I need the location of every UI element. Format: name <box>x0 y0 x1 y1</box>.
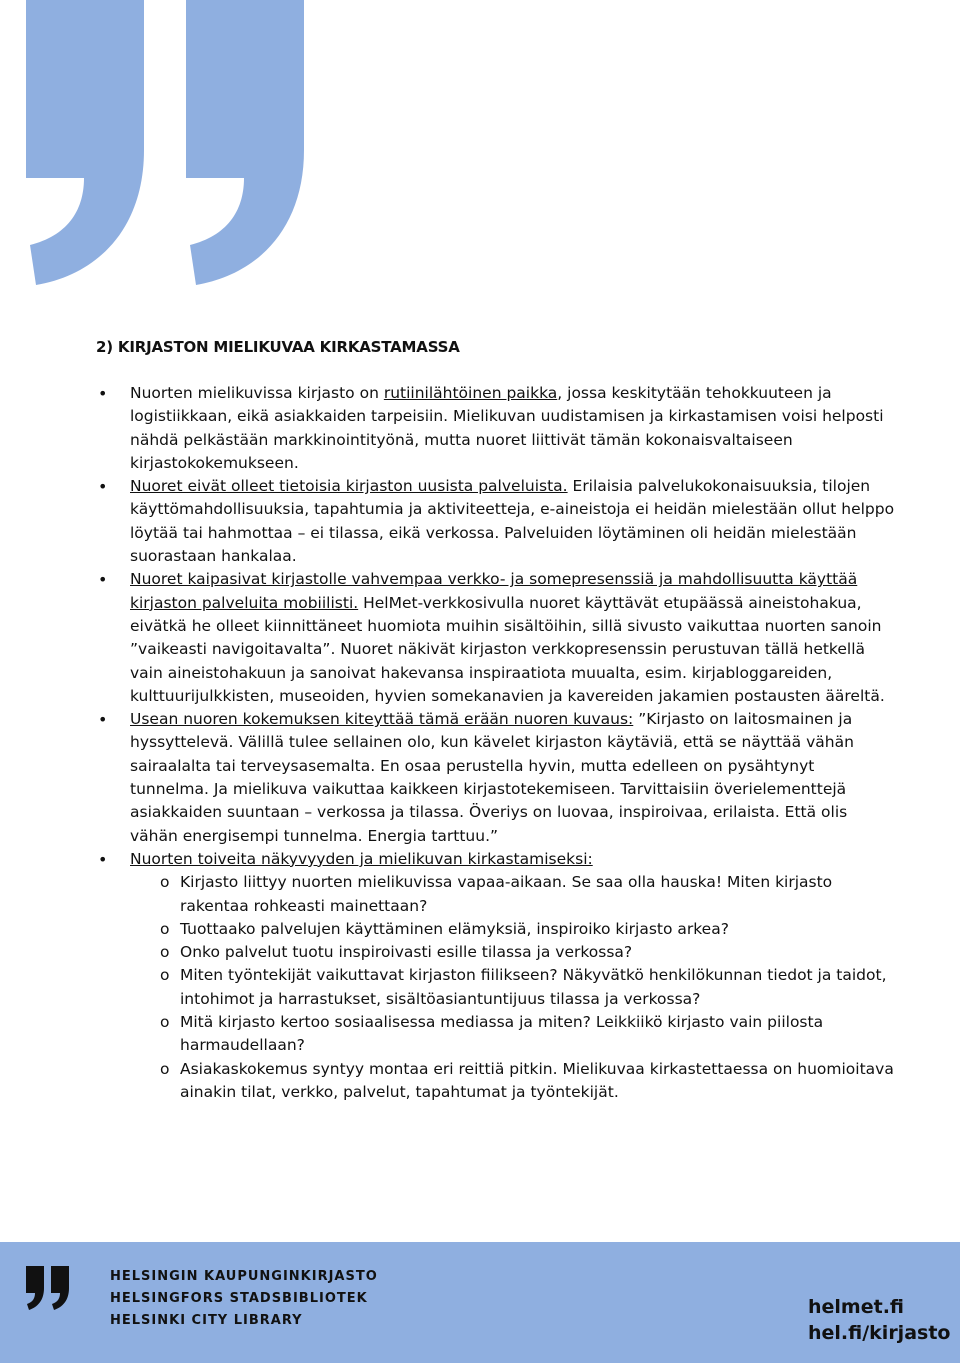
bullet-underlined-text: Usean nuoren kokemuksen kiteyttää tämä erään nuoren kuvaus: <box>130 710 634 729</box>
sub-list-item: o Asiakaskokemus syntyy montaa eri reittiä pitkin. Mielikuvaa kirkastettaessa on huomioitava ainakin tilat, verkko, palvelut, tapahtumat ja työntekijät. <box>160 1058 896 1105</box>
hel-kirjasto-link[interactable]: hel.fi/kirjasto <box>808 1322 951 1344</box>
closing-quote-logo-icon <box>26 1266 72 1310</box>
sub-list-item: o Onko palvelut tuotu inspiroivasti esille tilassa ja verkossa? <box>160 941 896 964</box>
sub-list-item: o Miten työntekijät vaikuttavat kirjaston fiilikseen? Näkyvätkö henkilökunnan tiedot ja taidot, intohimot ja harrastukset, sisältöasiantuntijuus tilassa ja verkossa? <box>160 964 896 1011</box>
library-name-sv: HELSINGFORS STADSBIBLIOTEK <box>110 1291 368 1306</box>
bullet-underlined-text: Nuoret kaipasivat kirjastolle vahvempaa verkko- ja somepresenssiä ja mahdollisuutta käyttää kirjaston palveluita mobiilisti. <box>130 570 858 612</box>
sub-list <box>130 871 896 1104</box>
footer-bar <box>0 1242 960 1363</box>
bullet-text: HelMet-verkkosivulla nuoret käyttävät etupäässä aineistohakua, eivätkä he olleet kiinnittäneet huomiota muihin sisältöihin, sillä sivusto vaikuttaa nuorten sanoin ”vaikeasti navigoitavalta”. Nuoret näkivät kirjaston verkkopresenssin perustuvan tällä hetkellä vain aineistohakuun ja sanoivat hakevansa inspiraatiota muualta, esim. kirjabloggareiden, kulttuurijulkkisten, museoiden, hyvien somekanavien ja kavereiden jakamien postausten ääreltä. <box>130 593 885 705</box>
library-name-fi: HELSINGIN KAUPUNGINKIRJASTO <box>110 1269 378 1284</box>
bullet-text: ”Kirjasto on laitosmainen ja hyssyttelevä. Välillä tulee sellainen olo, kun kävelet kirjaston käytäviä, että se näyttää vähän sairaalalta tai terveysasemalta. En osaa perustella hyvin, mutta edelleen on pysähtynyt tunnelma. Ja mielikuva vaikuttaa kaikkeen kirjastotekemiseen. Tarvittaisiin överielementtejä asiakkaiden suuntaan – verkossa ja tilassa. Överiys on luovaa, inspiroivaa, erilaista. Että olis vähän energisempi tunnelma. Energia tarttuu.” <box>130 710 854 845</box>
sub-list-item: o Tuottaako palvelujen käyttäminen elämyksiä, inspiroiko kirjasto arkea? <box>160 918 896 941</box>
bullet-item <box>96 382 896 475</box>
sub-list-item: o Mitä kirjasto kertoo sosiaalisessa mediassa ja miten? Leikkiikö kirjasto vain piilosta harmaudellaan? <box>160 1011 896 1058</box>
bullet-text: Erilaisia palvelukokonaisuuksia, tilojen käyttömahdollisuuksia, tapahtumia ja aktiviteetteja, e-aineistoja ei heidän mielestään ollut helppo löytää tai hahmottaa – ei tilassa, eikä verkossa. Palveluiden löytäminen oli heidän mielestään suorastaan hankalaa. <box>130 477 895 566</box>
bullet-item <box>96 568 896 708</box>
bullet-text: Nuorten mielikuvissa kirjasto on <box>130 384 384 402</box>
bullet-item <box>96 848 896 1104</box>
bullet-underlined-text: Nuorten toiveita näkyvyyden ja mielikuvan kirkastamiseksi: <box>130 849 593 868</box>
bullet-underlined-text: Nuoret eivät olleet tietoisia kirjaston uusista palveluista. <box>130 477 568 496</box>
library-name-en: HELSINKI CITY LIBRARY <box>110 1313 303 1328</box>
bullet-item <box>96 475 896 568</box>
bullet-list <box>96 382 896 1104</box>
helmet-link[interactable]: helmet.fi <box>808 1296 904 1318</box>
sub-list-item: o Kirjasto liittyy nuorten mielikuvissa vapaa-aikaan. Se saa olla hauska! Miten kirjasto rakentaa rohkeasti mainettaan? <box>160 871 896 918</box>
footer-links <box>808 1294 950 1346</box>
bullet-underlined-text: rutiinilähtöinen paikka <box>383 384 558 402</box>
closing-quote-icon <box>26 0 316 285</box>
library-names <box>110 1266 378 1332</box>
bullet-text: , jossa keskitytään tehokkuuteen ja logistiikkaan, eikä asiakkaiden tarpeisiin. Mielikuvan uudistamisen ja kirkastamisen voisi helposti nähdä pelkästään markkinointityönä, mutta nuoret liittivät tämän kokonaisvaltaiseen kirjastokokemukseen. <box>130 384 884 472</box>
document-body <box>96 338 896 1104</box>
bullet-item <box>96 708 896 848</box>
section-title: 2) KIRJASTON MIELIKUVAA KIRKASTAMASSA <box>96 338 460 356</box>
